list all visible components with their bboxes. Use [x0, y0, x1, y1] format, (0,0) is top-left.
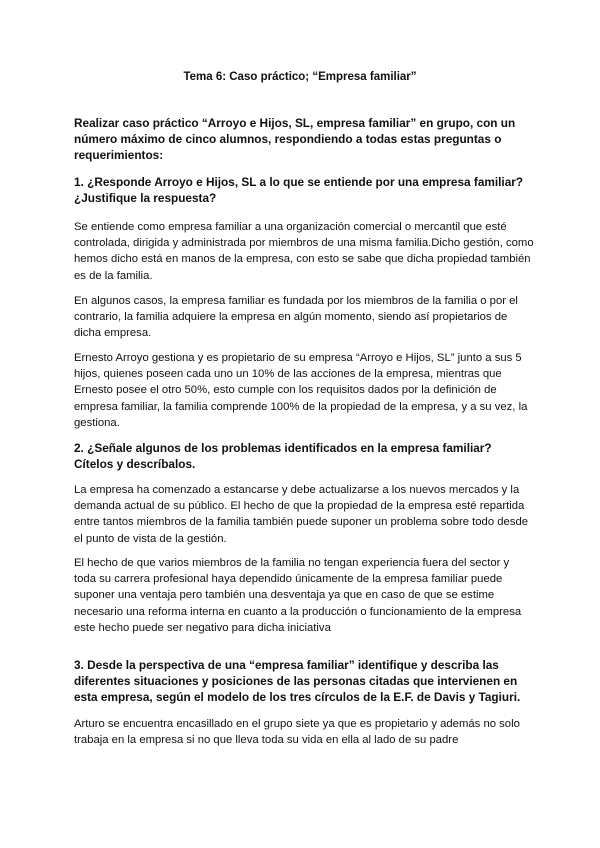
- question-1-heading: 1. ¿Responde Arroyo e Hijos, SL a lo que se entiende por una empresa familiar? ¿Justifique la respuesta?: [74, 175, 524, 206]
- question-1-paragraph-1: Se entiende como empresa familiar a una organización comercial o mercantil que esté controlada, dirigida y administrada por miembros de una misma familia.Dicho gestión, como hemos dicho está en manos de la empresa, con esto se sabe que dicha propiedad también es de la familia.: [74, 221, 534, 282]
- question-1-paragraph-2: En algunos casos, la empresa familiar es fundada por los miembros de la familia o por el contrario, la familia adquiere la empresa en algún momento, siendo así propietarios de dicha empresa.: [74, 295, 518, 340]
- intro-instructions: Realizar caso práctico “Arroyo e Hijos, SL, empresa familiar” en grupo, con un número máximo de cinco alumnos, respondiendo a todas estas preguntas o requerimientos:: [74, 116, 516, 163]
- document-title: Tema 6: Caso práctico; “Empresa familiar”: [183, 71, 417, 83]
- question-1-paragraph-3: Ernesto Arroyo gestiona y es propietario de su empresa “Arroyo e Hijos, SL” junto a sus 5 hijos, quienes poseen cada uno un 10% de las acciones de la empresa, mientras que Ernesto posee el otro 50%, esto cumple con los requisitos dados por la definición de empresa familiar, la familia comprende 100% de la propiedad de la empresa, y a su vez, la gestiona.: [74, 352, 528, 429]
- question-2-heading: 2. ¿Señale algunos de los problemas identificados en la empresa familiar? Cítelos y descríbalos.: [74, 441, 492, 472]
- question-2-paragraph-1: La empresa ha comenzado a estancarse y debe actualizarse a los nuevos mercados y la demanda actual de su público. El hecho de que la propiedad de la empresa esté repartida entre tantos miembros de la familia también puede suponer un problema sobre todo desde el punto de vista de la gestión.: [74, 484, 529, 545]
- question-3-heading: 3. Desde la perspectiva de una “empresa familiar” identifique y describa las diferentes situaciones y posiciones de las personas citadas que intervienen en esta empresa, según el modelo de los tres círculos de la E.F. de Davis y Tagiuri.: [74, 658, 521, 705]
- question-3-paragraph-1: Arturo se encuentra encasillado en el grupo siete ya que es propietario y además no solo trabaja en la empresa si no que lleva toda su vida en ella al lado de su padre: [74, 718, 520, 747]
- question-2-paragraph-2: El hecho de que varios miembros de la familia no tengan experiencia fuera del sector y toda su carrera profesional haya dependido únicamente de la empresa familiar puede suponer una ventaja pero también una desventaja ya que en caso de que se estime necesario una reforma interna en cuanto a la producción o funcionamiento de la empresa este hecho puede ser negativo para dicha iniciativa: [74, 557, 522, 634]
